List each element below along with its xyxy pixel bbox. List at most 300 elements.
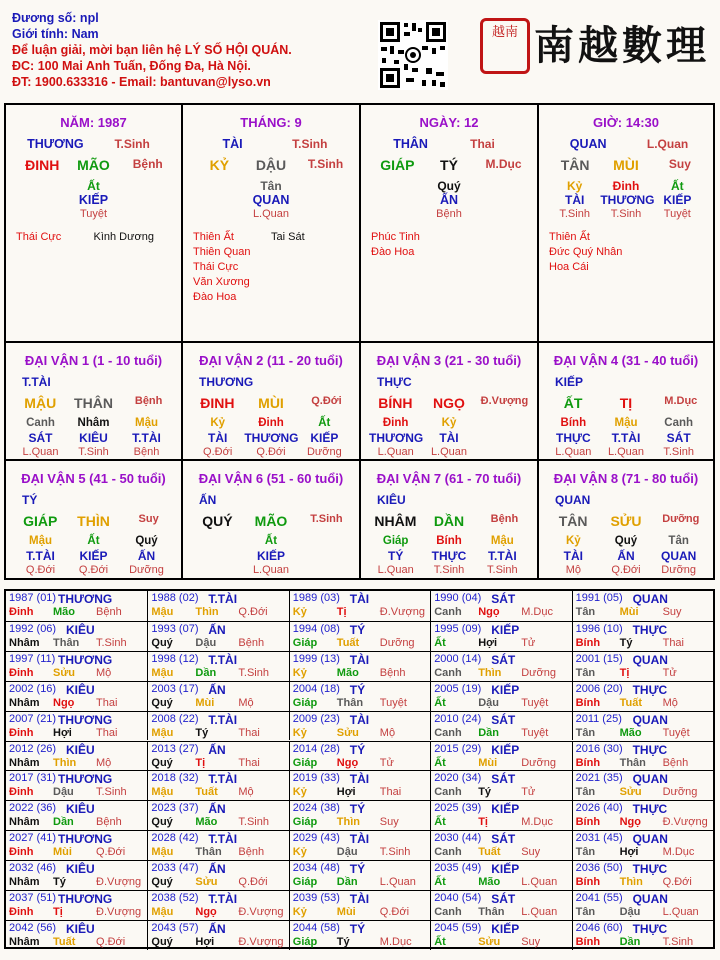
year-branch: Mão — [195, 816, 218, 829]
year-stem: Bính — [575, 935, 601, 948]
year-ten-god: T.TÀI — [208, 832, 238, 847]
hidden-stage: Q.Đới — [78, 564, 109, 576]
year-stage: Mộ — [662, 696, 678, 709]
year-ten-god: TÀI — [349, 832, 370, 847]
hidden-stem: Nhâm — [77, 417, 110, 429]
dai-van-title: ĐẠI VẬN 3 (21 - 30 tuổi) — [376, 353, 522, 368]
year-cell — [572, 681, 713, 711]
year-cell — [6, 711, 147, 741]
year-stem: Mậu — [151, 846, 174, 859]
year-branch: Tuất — [336, 636, 360, 649]
year-cell — [572, 830, 713, 860]
year-ten-god: QUAN — [632, 832, 668, 847]
year-branch: Sửu — [619, 786, 642, 799]
year-branch: Thìn — [53, 756, 77, 769]
year-stem: Quý — [151, 876, 173, 889]
year-cell — [6, 651, 147, 681]
year-ten-god: KIẾP — [491, 622, 520, 637]
year-stem: Giáp — [292, 636, 318, 649]
hidden-god: KIẾP — [310, 431, 339, 445]
hidden-god: THƯƠNG — [369, 431, 424, 445]
ten-god: KIÊU — [377, 493, 406, 507]
year-stem: Bính — [575, 876, 601, 889]
year-stem: Đinh — [9, 726, 34, 739]
year-label: 2023 (37) — [151, 802, 199, 815]
year-stage: T.Sinh — [96, 786, 127, 799]
dai-van-title: ĐẠI VẬN 4 (31 - 40 tuổi) — [553, 353, 699, 368]
year-stage: Thai — [96, 696, 118, 709]
year-ten-god: THƯƠNG — [58, 832, 113, 847]
pillar-title: GIỜ: 14:30 — [592, 115, 659, 130]
year-cell — [6, 621, 147, 651]
hidden-god: KIẾP — [663, 193, 692, 207]
hidden-god: T.TÀI — [611, 431, 641, 445]
life-stage: Suy — [138, 513, 159, 525]
year-label: 2001 (15) — [575, 652, 623, 665]
hidden-god: THỰC — [431, 549, 467, 563]
year-label: 2006 (20) — [575, 682, 623, 695]
year-cell — [147, 651, 288, 681]
year-stage: Suy — [521, 846, 541, 859]
year-label: 2036 (50) — [575, 862, 623, 875]
life-stage-top: Thai — [470, 137, 495, 151]
year-branch: Thìn — [195, 606, 219, 618]
hidden-god: KIẾP — [256, 549, 285, 563]
pillar-title: NGÀY: 12 — [419, 115, 479, 130]
year-ten-god: KIẾP — [491, 921, 520, 936]
year-stem: Tân — [575, 666, 596, 679]
year-stem: Quý — [151, 636, 173, 649]
year-label: 1996 (10) — [575, 622, 623, 635]
year-stage: Q.Đới — [96, 935, 126, 948]
year-stem: Mậu — [151, 906, 174, 918]
dai-van-title: ĐẠI VẬN 8 (71 - 80 tuổi) — [553, 471, 699, 486]
year-label: 2014 (28) — [292, 742, 340, 755]
year-cell — [572, 860, 713, 890]
earthly-branch: DẬU — [255, 157, 287, 173]
hidden-stage: Dưỡng — [306, 446, 342, 458]
star-left: Đào Hoa — [371, 246, 415, 258]
year-cell — [289, 711, 430, 741]
year-label: 1992 (06) — [9, 622, 57, 635]
ten-god: TÝ — [22, 493, 38, 507]
year-branch: Dần — [336, 876, 358, 889]
heavenly-stem: ẤT — [563, 395, 583, 411]
hidden-stage: T.Sinh — [559, 208, 590, 220]
year-ten-god: TÀI — [349, 892, 370, 906]
hidden-stage: Tuyệt — [663, 208, 691, 220]
life-stage: Q.Đới — [311, 395, 342, 407]
year-branch: Mão — [619, 726, 642, 739]
year-cell — [289, 621, 430, 651]
gender: Giới tính: Nam — [12, 27, 99, 41]
year-stem: Đinh — [9, 846, 34, 859]
year-branch: Thìn — [336, 816, 361, 829]
year-cell — [6, 770, 147, 800]
year-ten-god: TÀI — [349, 652, 370, 667]
year-branch: Dần — [195, 666, 217, 679]
year-cell — [430, 681, 571, 711]
year-label: 2009 (23) — [292, 712, 340, 725]
year-stem: Quý — [151, 816, 173, 829]
year-cell — [147, 711, 288, 741]
year-label: 2039 (53) — [292, 892, 340, 904]
life-stage: T.Sinh — [307, 157, 344, 171]
year-stage: Tuyệt — [662, 726, 690, 739]
hidden-stage: Bệnh — [133, 446, 160, 458]
year-stage: L.Quan — [521, 906, 558, 918]
year-ten-god: THƯƠNG — [58, 772, 113, 787]
year-cell — [147, 920, 288, 950]
star-right: Tai Sát — [271, 231, 305, 243]
hidden-stage: Q.Đới — [25, 564, 56, 576]
ten-god: THƯƠNG — [199, 375, 254, 389]
year-branch: Tý — [619, 636, 633, 649]
year-stage: Bệnh — [662, 756, 689, 769]
year-stem: Tân — [575, 786, 596, 799]
hidden-stage: T.Sinh — [610, 208, 642, 220]
hidden-stage: T.Sinh — [487, 564, 518, 576]
year-label: 2022 (36) — [9, 802, 57, 815]
earthly-branch: SỬU — [610, 513, 642, 529]
year-cell — [6, 800, 147, 830]
year-stage: Dưỡng — [379, 636, 415, 649]
year-stem: Đinh — [9, 786, 34, 799]
year-branch: Dậu — [336, 846, 358, 859]
year-label: 2040 (54) — [434, 892, 482, 904]
year-cell — [572, 651, 713, 681]
hidden-stage: Q.Đới — [256, 446, 286, 458]
year-stage: Bệnh — [96, 816, 122, 829]
hidden-stage: L.Quan — [377, 564, 414, 576]
year-branch: Sửu — [478, 935, 501, 948]
year-branch: Tuất — [195, 786, 218, 799]
year-ten-god: ẤN — [208, 622, 226, 637]
year-stem: Quý — [151, 756, 173, 769]
year-branch: Thìn — [619, 876, 643, 889]
earthly-branch: DẦN — [433, 513, 465, 529]
year-stage: Bệnh — [379, 666, 406, 679]
year-branch: Tuất — [619, 696, 642, 709]
year-label: 2000 (14) — [434, 652, 482, 665]
year-stem: Quý — [151, 696, 173, 709]
year-branch: Dậu — [478, 696, 499, 709]
dai-van-3 — [361, 343, 537, 459]
star-left: Văn Xương — [193, 276, 250, 288]
hidden-stem: Kỷ — [566, 179, 583, 193]
hidden-god: ẤN — [137, 549, 156, 563]
year-label: 2030 (44) — [434, 832, 482, 845]
hidden-stem: Ất — [87, 535, 100, 547]
year-label: 2018 (32) — [151, 772, 199, 785]
hidden-stage: L.Quan — [607, 446, 645, 458]
year-stage: M.Dục — [521, 606, 553, 618]
year-stage: Tuyệt — [521, 696, 549, 709]
hidden-stem: Ất — [264, 535, 278, 547]
year-branch: Dần — [619, 935, 641, 948]
year-label: 2013 (27) — [151, 742, 199, 755]
year-stage: Q.Đới — [238, 606, 268, 618]
year-ten-god: T.TÀI — [208, 592, 238, 606]
year-cell — [430, 621, 571, 651]
dai-van-5 — [6, 461, 181, 579]
year-ten-god: TÝ — [349, 682, 366, 697]
year-stem: Quý — [151, 935, 173, 948]
year-stage: Suy — [662, 606, 682, 618]
ten-god: T.TÀI — [22, 375, 51, 389]
year-label: 2020 (34) — [434, 772, 482, 785]
year-branch: Thân — [619, 756, 646, 769]
year-cell — [572, 741, 713, 771]
hidden-god: ẤN — [439, 193, 459, 207]
year-stem: Tân — [575, 906, 596, 918]
earthly-branch: MÙI — [258, 395, 284, 411]
dai-van-2 — [183, 343, 359, 459]
year-label: 2017 (31) — [9, 772, 57, 785]
year-stage: Thai — [379, 786, 402, 799]
year-label: 1988 (02) — [151, 592, 199, 604]
hidden-stage: Q.Đới — [611, 564, 641, 576]
year-stem: Bính — [575, 816, 601, 829]
year-ten-god: QUAN — [632, 892, 668, 906]
year-stage: Thai — [238, 756, 260, 769]
ten-god: QUAN — [555, 493, 591, 507]
year-stage: Dưỡng — [521, 756, 556, 769]
year-label: 2007 (21) — [9, 712, 57, 725]
year-cell — [572, 800, 713, 830]
year-stage: L.Quan — [662, 906, 699, 918]
year-branch: Mùi — [336, 906, 356, 918]
header-info — [12, 10, 292, 90]
life-stage: Dưỡng — [662, 513, 700, 525]
year-stage: Q.Đới — [96, 846, 126, 859]
year-ten-god: TÀI — [349, 772, 370, 787]
year-branch: Thân — [195, 846, 222, 859]
year-branch: Hợi — [478, 636, 498, 649]
life-stage: Bệnh — [134, 395, 163, 407]
phone-email-line: ĐT: 1900.633316 - Email: bantuvan@lyso.vn — [12, 75, 271, 89]
life-stage: Đ.Vượng — [480, 395, 529, 407]
year-ten-god: KIẾP — [491, 802, 520, 817]
earthly-branch: THÌN — [77, 513, 110, 529]
year-stem: Nhâm — [9, 816, 40, 829]
year-label: 2026 (40) — [575, 802, 623, 815]
year-stem: Đinh — [9, 666, 34, 679]
heavenly-stem: ĐINH — [200, 395, 235, 411]
year-label: 2038 (52) — [151, 892, 199, 904]
hidden-stem: Kỷ — [210, 417, 226, 429]
year-cell — [289, 830, 430, 860]
hidden-god: THƯƠNG — [600, 193, 655, 207]
year-ten-god: THỰC — [632, 862, 668, 877]
hidden-stem: Mậu — [135, 417, 158, 429]
year-label: 1997 (11) — [9, 652, 56, 665]
hidden-god: QUAN — [660, 549, 697, 563]
year-stage: Đ.Vượng — [379, 606, 425, 618]
year-branch: Mùi — [195, 696, 215, 709]
year-label: 2004 (18) — [292, 682, 340, 695]
star-left: Thái Cực — [193, 261, 239, 273]
life-stage-top: L.Quan — [646, 137, 689, 151]
year-cell — [6, 591, 147, 621]
year-stem: Canh — [434, 846, 462, 859]
year-cell — [147, 770, 288, 800]
year-stem: Nhâm — [9, 876, 40, 889]
ten-god: ẤN — [199, 493, 217, 507]
year-stem: Canh — [434, 666, 462, 679]
year-stage: L.Quan — [521, 876, 558, 889]
red-seal-stamp: 越南 — [480, 18, 530, 74]
hidden-stem: Mậu — [614, 417, 638, 429]
year-stage: Mộ — [96, 756, 112, 769]
year-stage: Đ.Vượng — [96, 876, 142, 889]
year-stem: Mậu — [151, 666, 174, 679]
star-left: Đào Hoa — [193, 291, 237, 303]
year-ten-god: QUAN — [632, 592, 668, 606]
pillar-1 — [6, 105, 181, 341]
year-cell — [147, 681, 288, 711]
year-ten-god: T.TÀI — [208, 712, 238, 727]
heavenly-stem: KỶ — [209, 157, 230, 173]
year-cell — [572, 711, 713, 741]
year-branch: Tuất — [478, 846, 501, 859]
year-label: 2033 (47) — [151, 862, 199, 875]
year-stage: Mộ — [238, 786, 254, 799]
year-stage: Tử — [521, 636, 536, 649]
year-stem: Kỷ — [292, 786, 307, 799]
year-label: 1990 (04) — [434, 592, 482, 604]
year-ten-god: THỰC — [632, 742, 668, 757]
hidden-stage: Bệnh — [436, 208, 462, 220]
ten-god: THƯƠNG — [27, 137, 84, 151]
year-stage: Q.Đới — [662, 876, 692, 889]
heavenly-stem: GIÁP — [380, 157, 415, 173]
hidden-stem: Ất — [670, 179, 684, 193]
year-branch: Hợi — [336, 786, 356, 799]
year-ten-god: KIÊU — [66, 682, 95, 697]
hidden-god: TÀI — [439, 431, 459, 445]
hidden-stage: Tuyệt — [79, 208, 108, 220]
hidden-stage: L.Quan — [252, 564, 290, 576]
year-label: 2021 (35) — [575, 772, 623, 785]
year-label: 2008 (22) — [151, 712, 199, 725]
year-stage: Q.Đới — [379, 906, 410, 918]
year-branch: Tị — [53, 906, 63, 918]
year-cell — [430, 770, 571, 800]
heavenly-stem: NHÂM — [374, 513, 417, 529]
year-cell — [430, 651, 571, 681]
year-ten-god: QUAN — [632, 712, 668, 727]
year-label: 1999 (13) — [292, 652, 340, 665]
year-stage: Mộ — [238, 696, 254, 709]
year-label: 2042 (56) — [9, 921, 57, 934]
year-branch: Tị — [478, 816, 488, 829]
year-ten-god: THỰC — [632, 622, 668, 637]
year-stem: Ất — [434, 816, 446, 829]
life-stage: Bệnh — [490, 513, 519, 525]
address-line: ĐC: 100 Mai Anh Tuấn, Đống Đa, Hà Nội. — [12, 59, 251, 73]
hidden-stem: Quý — [135, 535, 158, 547]
life-stage: T.Sinh — [310, 513, 343, 525]
year-stem: Canh — [434, 906, 462, 918]
year-ten-god: ẤN — [208, 862, 226, 877]
year-label: 2045 (59) — [434, 921, 482, 934]
annual-luck-grid — [4, 589, 715, 949]
hidden-god: T.TÀI — [26, 549, 55, 563]
year-branch: Hợi — [619, 846, 639, 859]
hidden-god: T.TÀI — [132, 431, 161, 445]
year-branch: Ngọ — [336, 756, 359, 769]
year-label: 1998 (12) — [151, 652, 199, 665]
year-stem: Bính — [575, 696, 601, 709]
year-stage: Tuyệt — [521, 726, 549, 739]
year-branch: Ngọ — [478, 606, 500, 618]
year-label: 2035 (49) — [434, 862, 482, 875]
year-branch: Tuất — [53, 935, 76, 948]
pillar-2 — [183, 105, 359, 341]
hidden-stem: Canh — [26, 417, 55, 429]
year-ten-god: THƯƠNG — [58, 592, 113, 606]
year-branch: Dần — [478, 726, 499, 739]
ten-god: TÀI — [222, 137, 243, 151]
year-label: 2011 (25) — [575, 712, 622, 725]
year-stem: Kỷ — [292, 726, 307, 739]
year-cell — [6, 741, 147, 771]
year-ten-god: SÁT — [491, 592, 516, 606]
year-cell — [6, 920, 147, 950]
year-label: 1995 (09) — [434, 622, 482, 635]
year-cell — [6, 830, 147, 860]
year-stage: Thai — [96, 726, 118, 739]
year-stem: Giáp — [292, 696, 318, 709]
year-ten-god: SÁT — [491, 772, 516, 787]
dai-van-7 — [361, 461, 537, 579]
year-stage: Tử — [379, 756, 394, 769]
year-ten-god: TÝ — [349, 622, 366, 637]
year-stem: Ất — [434, 636, 446, 649]
year-cell — [572, 890, 713, 920]
year-label: 2044 (58) — [292, 921, 340, 934]
year-stem: Nhâm — [9, 636, 40, 649]
hidden-god: THỰC — [556, 431, 591, 445]
year-ten-god: KIẾP — [491, 682, 520, 697]
year-branch: Dậu — [195, 636, 217, 649]
year-stem: Giáp — [292, 935, 318, 948]
hidden-stage: L.Quan — [377, 446, 414, 458]
year-label: 1989 (03) — [292, 592, 340, 604]
hidden-stem: Tân — [260, 179, 282, 193]
year-stage: Bệnh — [96, 606, 122, 618]
star-left: Thiên Ất — [193, 231, 234, 243]
heavenly-stem: MẬU — [24, 395, 57, 411]
dai-van-8 — [539, 461, 713, 579]
hidden-stem: Tân — [668, 535, 689, 547]
year-branch: Mão — [53, 606, 75, 618]
hidden-stage: Mộ — [565, 564, 581, 576]
year-cell — [289, 860, 430, 890]
year-cell — [430, 890, 571, 920]
year-stem: Tân — [575, 726, 596, 739]
year-stage: Thai — [238, 726, 260, 739]
year-cell — [289, 890, 430, 920]
year-stem: Canh — [434, 606, 462, 618]
year-stem: Nhâm — [9, 935, 40, 948]
year-stage: Dưỡng — [521, 666, 556, 679]
heavenly-stem: TÂN — [558, 513, 588, 529]
year-branch: Hợi — [195, 935, 215, 948]
hidden-stem: Đinh — [612, 179, 640, 193]
year-cell — [430, 920, 571, 950]
